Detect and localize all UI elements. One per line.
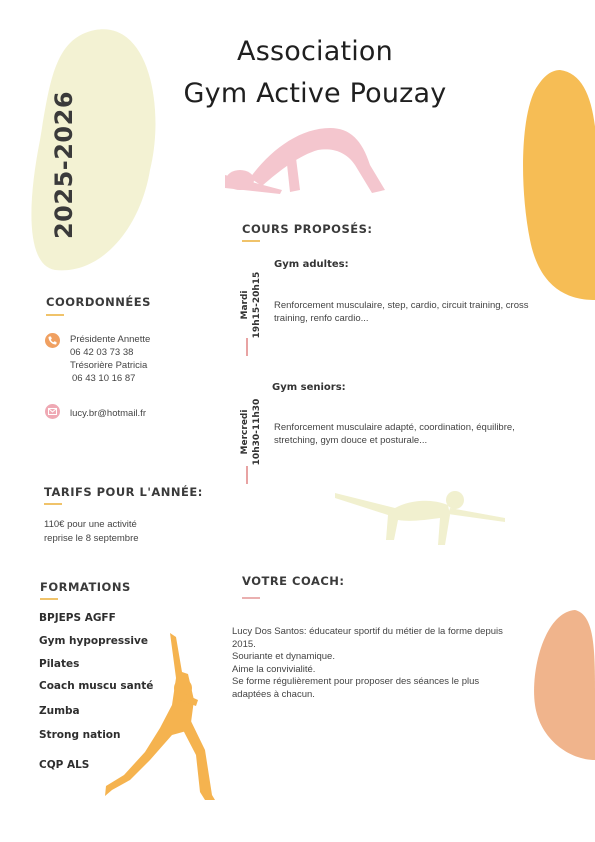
pricing-line-start: reprise le 8 septembre: [44, 533, 139, 544]
contact-heading: COORDONNÉES: [46, 295, 151, 309]
course-seniors-schedule: [239, 399, 263, 466]
coach-heading-underline: [242, 597, 260, 599]
course-adults-day: Mardi: [240, 290, 250, 320]
coach-heading: VOTRE COACH:: [242, 574, 345, 588]
training-item: Gym hypopressive: [39, 635, 148, 647]
course-adults-time: 19h15-20h15: [252, 271, 262, 339]
pale-yoga-silhouette: [335, 491, 505, 545]
course-seniors-divider: [246, 466, 248, 484]
course-seniors-time: 10h30-11h30: [252, 398, 262, 466]
course-seniors-day: Mercredi: [240, 409, 250, 455]
coach-line: Aime la convivialité.: [232, 663, 316, 675]
pricing-heading-underline: [44, 503, 62, 505]
contact-heading-underline: [46, 314, 64, 316]
course-seniors-title: Gym seniors:: [272, 382, 346, 393]
course-adults-schedule: [239, 272, 263, 339]
peach-blob: [534, 610, 595, 760]
page-title-line1: Association: [237, 36, 393, 67]
course-adults-description-line1: Renforcement musculaire, step, cardio, circuit training, cross: [274, 300, 529, 311]
coach-description: [232, 626, 532, 701]
trainings-heading: FORMATIONS: [40, 580, 131, 594]
coach-line: 2015.: [232, 638, 256, 650]
coach-line: Lucy Dos Santos: éducateur sportif du métier de la forme depuis: [232, 626, 503, 637]
page-title-line2: Gym Active Pouzay: [183, 78, 447, 109]
mail-icon: [45, 404, 60, 419]
coach-line: Souriante et dynamique.: [232, 651, 335, 662]
contact-line-president-phone: 06 42 03 73 38: [70, 347, 134, 358]
contact-email[interactable]: lucy.br@hotmail.fr: [70, 408, 146, 419]
training-item: BPJEPS AGFF: [39, 612, 116, 624]
coach-line: Se forme régulièrement pour proposer des séances le plus: [232, 676, 480, 687]
contact-line-treasurer: Trésorière Patricia: [70, 360, 148, 371]
training-item: Coach muscu santé: [39, 680, 154, 692]
course-seniors-description-line2: stretching, gym douce et posturale...: [274, 435, 428, 446]
course-adults-divider: [246, 338, 248, 356]
courses-heading: COURS PROPOSÉS:: [242, 222, 373, 236]
season-label: 2025-2026: [50, 90, 78, 240]
orange-blob: [523, 70, 595, 300]
course-adults-title: Gym adultes:: [274, 259, 349, 270]
training-item: Strong nation: [39, 729, 121, 741]
coach-line: adaptées à chacun.: [232, 688, 315, 700]
pricing-line-price: 110€ pour une activité: [44, 519, 137, 530]
pricing-heading: TARIFS POUR L'ANNÉE:: [44, 485, 203, 499]
contact-line-president: Présidente Annette: [70, 334, 151, 345]
trainings-heading-underline: [40, 598, 58, 600]
training-item: Pilates: [39, 658, 80, 670]
training-item: CQP ALS: [39, 759, 90, 771]
pink-yoga-silhouette: [225, 128, 385, 194]
course-adults-description-line2: training, renfo cardio...: [274, 313, 369, 324]
contact-line-treasurer-phone: 06 43 10 16 87: [72, 373, 136, 384]
phone-icon: [45, 333, 60, 348]
course-seniors-description-line1: Renforcement musculaire adapté, coordination, équilibre,: [274, 422, 515, 433]
courses-heading-underline: [242, 240, 260, 242]
orange-yoga-silhouette: [105, 633, 215, 800]
training-item: Zumba: [39, 705, 80, 717]
